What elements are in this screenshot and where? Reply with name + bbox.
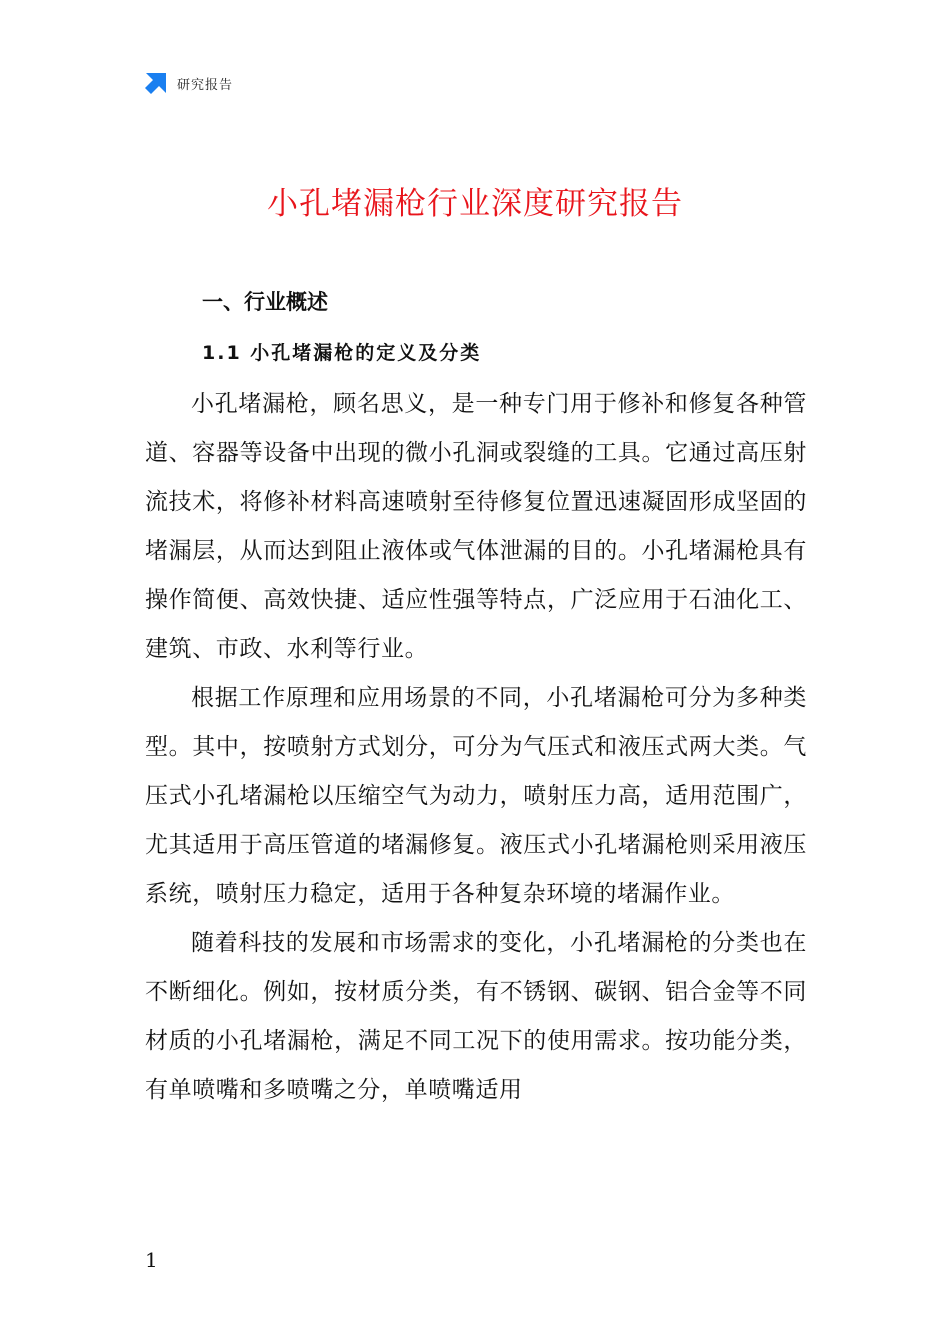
paragraph: 小孔堵漏枪，顾名思义，是一种专门用于修补和修复各种管道、容器等设备中出现的微小孔洞或裂缝的工具。它通过高压射流技术，将修补材料高速喷射至待修复位置迅速凝固形成坚固的堵漏层，从而达到阻止液体或气体泄漏的目的。小孔堵漏枪具有操作简便、高效快捷、适应性强等特点，广泛应用于石油化工、建筑、市政、水利等行业。 bbox=[145, 391, 807, 662]
header-label: 研究报告 bbox=[177, 77, 234, 93]
document-title: 小孔堵漏枪行业深度研究报告 bbox=[267, 186, 683, 222]
section-heading: 一、行业概述 bbox=[202, 290, 328, 314]
page-number: 1 bbox=[145, 1248, 158, 1272]
section-subheading: 1.1 小孔堵漏枪的定义及分类 bbox=[202, 342, 482, 364]
body-text bbox=[145, 380, 807, 1115]
arrow-up-right-icon bbox=[143, 70, 169, 96]
paragraph: 根据工作原理和应用场景的不同，小孔堵漏枪可分为多种类型。其中，按喷射方式划分，可分为气压式和液压式两大类。气压式小孔堵漏枪以压缩空气为动力，喷射压力高，适用范围广，尤其适用于高压管道的堵漏修复。液压式小孔堵漏枪则采用液压系统，喷射压力稳定，适用于各种复杂环境的堵漏作业。 bbox=[145, 685, 807, 907]
paragraph: 随着科技的发展和市场需求的变化，小孔堵漏枪的分类也在不断细化。例如，按材质分类，有不锈钢、碳钢、铝合金等不同材质的小孔堵漏枪，满足不同工况下的使用需求。按功能分类，有单喷嘴和多喷嘴之分，单喷嘴适用 bbox=[145, 930, 807, 1103]
page-header bbox=[143, 68, 233, 98]
